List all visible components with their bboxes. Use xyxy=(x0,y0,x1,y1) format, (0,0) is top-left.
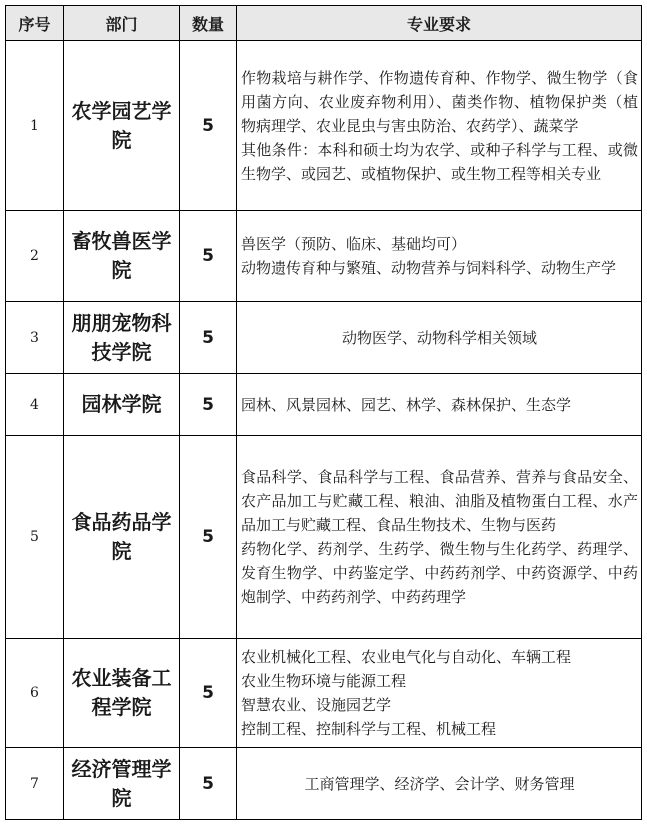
requirement-line: 控制工程、控制科学与工程、机械工程 xyxy=(241,720,497,738)
header-requirements: 专业要求 xyxy=(237,6,642,41)
table-header-row xyxy=(6,6,642,41)
row-requirements xyxy=(237,41,642,211)
requirement-line: 农业机械化工程、农业电气化与自动化、车辆工程 xyxy=(241,648,572,666)
row-department: 畜牧兽医学院 xyxy=(64,211,180,302)
header-count: 数量 xyxy=(180,6,237,41)
row-requirements xyxy=(237,639,642,748)
requirement-line: 工商管理学、经济学、会计学、财务管理 xyxy=(304,774,575,793)
row-department: 农学园艺学院 xyxy=(64,41,180,211)
row-requirements xyxy=(237,436,642,639)
row-requirements xyxy=(237,374,642,436)
row-count: 5 xyxy=(180,639,237,748)
row-index: 1 xyxy=(6,41,64,211)
row-department: 食品药品学院 xyxy=(64,436,180,639)
table-row xyxy=(6,436,642,639)
row-count: 5 xyxy=(180,436,237,639)
table-row xyxy=(6,374,642,436)
recruitment-table xyxy=(5,5,642,820)
row-count: 5 xyxy=(180,211,237,302)
requirement-line: 动物遗传育种与繁殖、动物营养与饲料科学、动物生产学 xyxy=(241,259,617,277)
table-row xyxy=(6,211,642,302)
requirement-line: 农业生物环境与能源工程 xyxy=(241,672,407,690)
row-count: 5 xyxy=(180,374,237,436)
requirement-line: 药物化学、药剂学、生药学、微生物与生化药学、药理学、发育生物学、中药鉴定学、中药药剂学、中药资源学、中药炮制学、中药药剂学、中药药理学 xyxy=(241,540,638,606)
table-row xyxy=(6,41,642,211)
row-department: 农业装备工程学院 xyxy=(64,639,180,748)
table-row xyxy=(6,302,642,374)
requirement-line: 动物医学、动物科学相关领域 xyxy=(341,328,537,347)
row-department: 园林学院 xyxy=(64,374,180,436)
requirement-line: 食品科学、食品科学与工程、食品营养、营养与食品安全、农产品加工与贮藏工程、粮油、油脂及植物蛋白工程、水产品加工与贮藏工程、食品生物技术、生物与医药 xyxy=(241,468,638,534)
header-index: 序号 xyxy=(6,6,64,41)
requirement-line: 兽医学（预防、临床、基础均可） xyxy=(241,235,467,253)
row-requirements xyxy=(237,302,642,374)
requirement-line: 智慧农业、设施园艺学 xyxy=(241,696,392,714)
table-row xyxy=(6,748,642,820)
row-count: 5 xyxy=(180,748,237,820)
row-index: 2 xyxy=(6,211,64,302)
row-department: 朋朋宠物科技学院 xyxy=(64,302,180,374)
requirement-line: 其他条件：本科和硕士均为农学、或种子科学与工程、或微生物学、或园艺、或植物保护、或生物工程等相关专业 xyxy=(241,140,638,183)
row-index: 3 xyxy=(6,302,64,374)
row-index: 6 xyxy=(6,639,64,748)
row-requirements xyxy=(237,748,642,820)
requirement-line: 园林、风景园林、园艺、林学、森林保护、生态学 xyxy=(241,395,572,414)
table-row xyxy=(6,639,642,748)
header-department: 部门 xyxy=(64,6,180,41)
row-department: 经济管理学院 xyxy=(64,748,180,820)
requirement-line: 作物栽培与耕作学、作物遗传育种、作物学、微生物学（食用菌方向、农业废弃物利用）、菌类作物、植物保护类（植物病理学、农业昆虫与害虫防治、农药学）、蔬菜学 xyxy=(241,68,638,135)
row-index: 7 xyxy=(6,748,64,820)
row-index: 5 xyxy=(6,436,64,639)
row-count: 5 xyxy=(180,41,237,211)
row-count: 5 xyxy=(180,302,237,374)
row-index: 4 xyxy=(6,374,64,436)
row-requirements xyxy=(237,211,642,302)
